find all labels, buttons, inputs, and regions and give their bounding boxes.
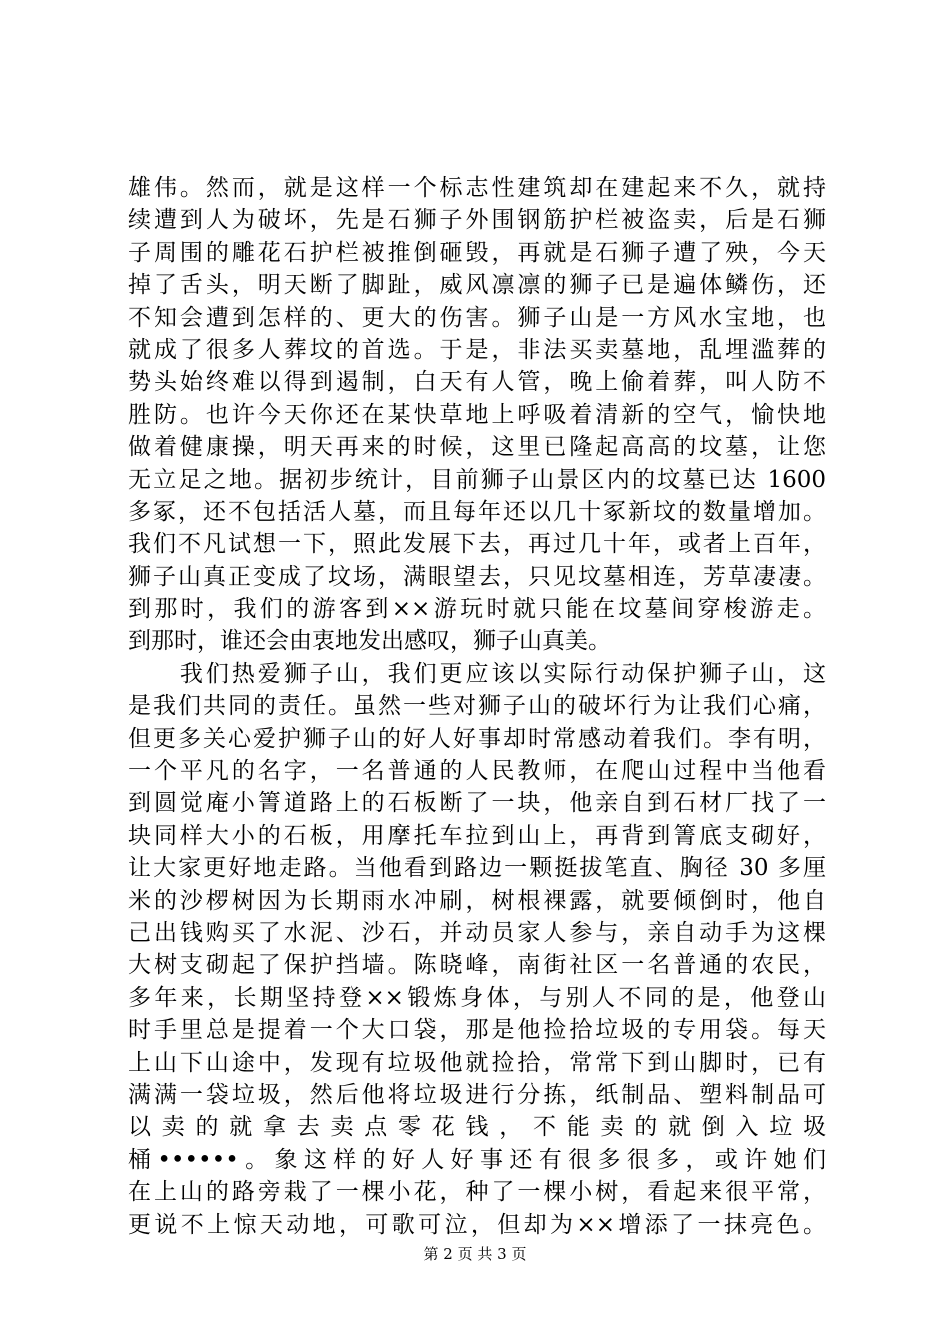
text-line: 大树支砌起了保护挡墙。陈晓峰，南街社区一名普通的农民， <box>128 952 826 979</box>
text-line: 不知会遭到怎样的、更大的伤害。狮子山是一方风水宝地，也 <box>128 304 826 331</box>
text-line: 在上山的路旁栽了一棵小花，种了一棵小树，看起来很平常， <box>128 1179 826 1206</box>
text-line: 我们不凡试想一下，照此发展下去，再过几十年，或者上百年， <box>128 531 826 558</box>
text-line: 掉了舌头，明天断了脚趾，威风凛凛的狮子已是遍体鳞伤，还 <box>128 272 826 299</box>
text-line: 势头始终难以得到遏制，白天有人管，晚上偷着葬，叫人防不 <box>128 369 826 396</box>
text-line: 桶••••••。象这样的好人好事还有很多很多，或许她们 <box>128 1146 826 1173</box>
text-line: 胜防。也许今天你还在某快草地上呼吸着清新的空气，愉快地 <box>128 401 826 428</box>
text-line: 做着健康操，明天再来的时候，这里已隆起高高的坟墓，让您 <box>128 434 826 461</box>
text-line: 子周围的雕花石护栏被推倒砸毁，再就是石狮子遭了殃，今天 <box>128 239 826 266</box>
text-line: 雄伟。然而，就是这样一个标志性建筑却在建起来不久，就持 <box>128 175 826 201</box>
text-line: 时手里总是提着一个大口袋，那是他捡拾垃圾的专用袋。每天 <box>128 1017 826 1044</box>
text-line: 以 卖 的 就 拿 去 卖 点 零 花 钱 ， 不 能 卖 的 就 倒 入 垃 圾 <box>128 1114 826 1141</box>
document-body <box>128 172 826 1241</box>
text-line: 但更多关心爱护狮子山的好人好事却时常感动着我们。李有明， <box>128 725 826 752</box>
text-line: 是我们共同的责任。虽然一些对狮子山的破坏行为让我们心痛， <box>128 693 826 720</box>
text-line: 到那时，我们的游客到××游玩时就只能在坟墓间穿梭游走。 <box>128 596 826 623</box>
text-line: 无立足之地。据初步统计，目前狮子山景区内的坟墓已达 1600 <box>128 466 826 493</box>
text-line: 更说不上惊天动地，可歌可泣，但却为××增添了一抹亮色。 <box>128 1211 826 1238</box>
text-line: 上山下山途中，发现有垃圾他就捡拾，常常下到山脚时，已有 <box>128 1049 826 1076</box>
text-line: 己出钱购买了水泥、沙石，并动员家人参与，亲自动手为这棵 <box>128 919 826 946</box>
text-line: 到那时，谁还会由衷地发出感叹，狮子山真美。 <box>128 628 611 655</box>
text-line: 一个平凡的名字，一名普通的人民教师，在爬山过程中当他看 <box>128 758 826 785</box>
text-line: 就成了很多人葬坟的首选。于是，非法买卖墓地，乱埋滥葬的 <box>128 336 826 363</box>
text-line: 满满一袋垃圾，然后他将垃圾进行分拣，纸制品、塑料制品可 <box>128 1081 826 1108</box>
text-line: 米的沙椤树因为长期雨水冲刷，树根裸露，就要倾倒时，他自 <box>128 887 826 914</box>
text-line: 块同样大小的石板，用摩托车拉到山上，再背到箐底支砌好， <box>128 822 826 849</box>
text-line: 我们热爱狮子山，我们更应该以实际行动保护狮子山，这 <box>128 660 826 687</box>
text-line: 到圆觉庵小箐道路上的石板断了一块，他亲自到石材厂找了一 <box>128 790 826 817</box>
text-line: 多冢，还不包括活人墓，而且每年还以几十冢新坟的数量增加。 <box>128 498 826 525</box>
text-line: 狮子山真正变成了坟场，满眼望去，只见坟墓相连，芳草凄凄。 <box>128 563 826 590</box>
page-number-footer: 第 2 页 共 3 页 <box>423 1245 527 1263</box>
text-line: 让大家更好地走路。当他看到路边一颗挺拔笔直、胸径 30 多厘 <box>128 855 826 882</box>
text-line: 续遭到人为破坏，先是石狮子外围钢筋护栏被盗卖，后是石狮 <box>128 207 826 234</box>
text-line: 多年来，长期坚持登××锻炼身体，与别人不同的是，他登山 <box>128 984 826 1011</box>
